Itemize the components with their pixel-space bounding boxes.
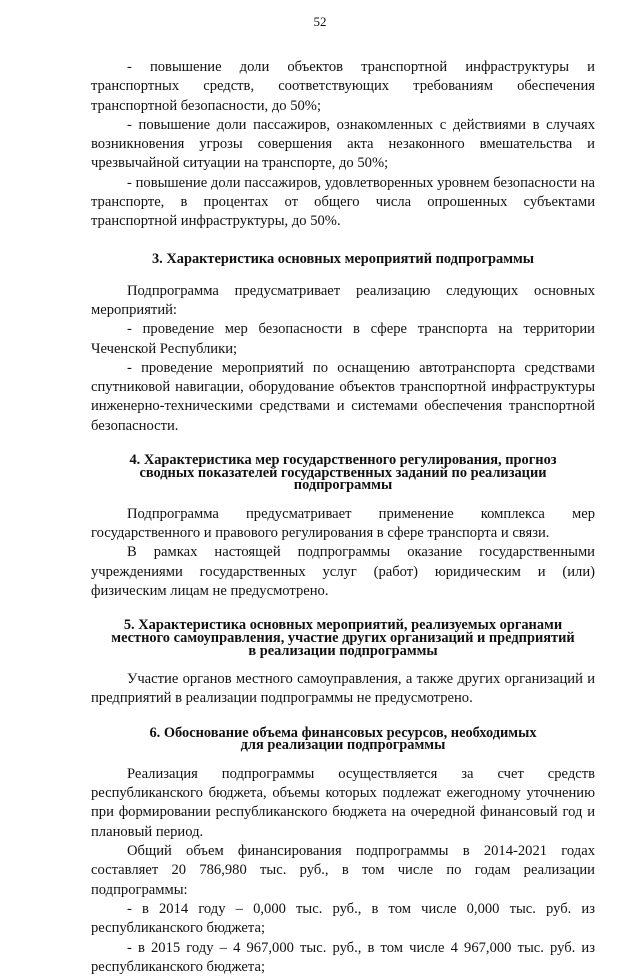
paragraph: Подпрограмма предусматривает реализацию следующих основных мероприятий: bbox=[91, 282, 595, 318]
paragraph: В рамках настоящей подпрограммы оказание государственными учреждениями государственных услуг (работ) юридическим и (или) физическим лицам не предусмотрено. bbox=[91, 544, 595, 600]
heading-line: 5. Характеристика основных мероприятий, реализуемых органами bbox=[123, 617, 563, 634]
heading-line: сводных показателей государственных заданий по реализации bbox=[139, 464, 547, 481]
page-content bbox=[91, 58, 595, 977]
section-6-heading bbox=[91, 724, 595, 754]
section-5-heading bbox=[91, 619, 595, 657]
heading-line: 4. Характеристика мер государственного регулирования, прогноз bbox=[129, 452, 557, 469]
paragraph: - проведение мер безопасности в сфере транспорта на территории Чеченской Республики; bbox=[91, 321, 595, 357]
paragraph: - повышение доли пассажиров, удовлетворенных уровнем безопасности на транспорте, в процентах от общего числа опрошенных субъектами транспортной инфраструктуры, до 50%. bbox=[91, 174, 595, 230]
paragraph: - проведение мероприятий по оснащению автотранспорта средствами спутниковой навигации, оборудование объектов транспортной инфраструктуры инженерно-техническими средствами и системами обеспечения транспортной безопасности. bbox=[91, 359, 595, 434]
paragraph: - повышение доли пассажиров, ознакомленных с действиями в случаях возникновения угрозы совершения акта незаконного вмешательства и чрезвычайной ситуации на транспорте, до 50%; bbox=[91, 116, 595, 172]
paragraph: Общий объем финансирования подпрограммы в 2014-2021 годах составляет 20 786,980 тыс. руб., в том числе по годам реализации подпрограммы: bbox=[91, 843, 595, 898]
heading-line: в реализации подпрограммы bbox=[248, 642, 438, 659]
section-3-heading: 3. Характеристика основных мероприятий подпрограммы bbox=[151, 250, 535, 267]
paragraph: Участие органов местного самоуправления, а также других организаций и предприятий в реализации подпрограммы не предусмотрено. bbox=[91, 671, 595, 707]
heading-line: подпрограммы bbox=[293, 477, 393, 494]
heading-line: для реализации подпрограммы bbox=[240, 737, 446, 754]
paragraph: Реализация подпрограммы осуществляется за счет средств республиканского бюджета, объемы которых подлежат ежегодному уточнению при формировании республиканского бюджета на очередной финансовый год и плановый период. bbox=[91, 765, 595, 840]
page-number: 52 bbox=[313, 14, 327, 29]
paragraph: - в 2015 году – 4 967,000 тыс. руб., в том числе 4 967,000 тыс. руб. из республиканского бюджета; bbox=[91, 939, 595, 975]
section-4-heading bbox=[91, 454, 595, 492]
paragraph: Подпрограмма предусматривает применение комплекса мер государственного и правового регулирования в сфере транспорта и связи. bbox=[91, 505, 595, 542]
paragraph: - повышение доли объектов транспортной инфраструктуры и транспортных средств, соответствующих требованиям обеспечения транспортной безопасности, до 50%; bbox=[91, 59, 595, 114]
heading-line: 6. Обоснование объема финансовых ресурсов, необходимых bbox=[149, 724, 537, 741]
paragraph: - в 2014 году – 0,000 тыс. руб., в том числе 0,000 тыс. руб. из республиканского бюджета; bbox=[91, 900, 595, 937]
heading-line: местного самоуправления, участие других организаций и предприятий bbox=[111, 629, 575, 646]
